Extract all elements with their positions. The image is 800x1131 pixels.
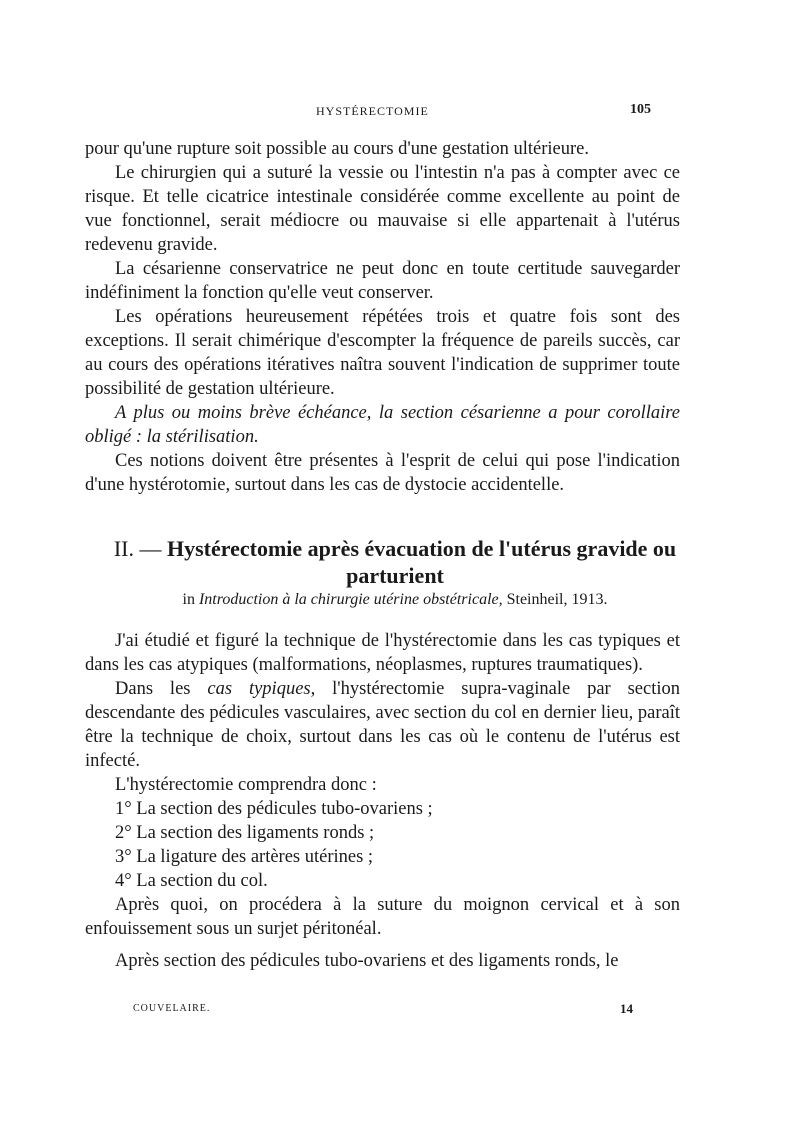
paragraph: Le chirurgien qui a suturé la vessie ou l'intestin n'a pas à compter avec ce risque. Et telle cicatrice intestinale considérée comme excellente au point de vue fonctionnel, serait médiocre ou mauvaise si elle appartenait à l'utérus redevenu gravide. <box>85 163 680 255</box>
paragraph: Après section des pédicules tubo-ovariens et des ligaments ronds, le <box>115 951 619 971</box>
footer-author: COUVELAIRE. <box>133 1003 211 1014</box>
list-item: 2° La section des ligaments ronds ; <box>115 823 375 843</box>
page-footer <box>0 1001 800 1021</box>
paragraph: Ces notions doivent être présentes à l'esprit de celui qui pose l'indication d'une hystérotomie, surtout dans les cas de dystocie accidentelle. <box>85 451 680 495</box>
page-number: 105 <box>630 102 651 117</box>
list-item: 4° La section du col. <box>115 871 268 891</box>
paragraph <box>85 677 680 773</box>
section-number: II. — <box>113 536 162 561</box>
paragraph: J'ai étudié et figuré la technique de l'hystérectomie dans les cas typiques et dans les cas atypiques (malformations, néoplasmes, ruptures traumatiques). <box>85 631 680 675</box>
list-item: 1° La section des pédicules tubo-ovariens ; <box>115 799 433 819</box>
paragraph: Les opérations heureusement répétées trois et quatre fois sont des exceptions. Il serait chimérique d'escompter la fréquence de pareils succès, car au cours des opérations itératives naîtra souvent l'indication de supprimer toute possibilité de gestation ultérieure. <box>85 307 680 399</box>
section-heading <box>85 535 705 589</box>
list-item: 3° La ligature des artères utérines ; <box>115 847 374 867</box>
body-text-top <box>85 137 680 497</box>
italic-term: cas typiques, <box>207 679 316 699</box>
signature-mark: 14 <box>620 1001 633 1016</box>
reference-publisher: Steinheil, 1913. <box>506 591 608 608</box>
paragraph: La césarienne conservatrice ne peut donc en toute certitude sauvegarder indéfiniment la fonction qu'elle veut conserver. <box>85 259 680 303</box>
reference-prefix: in <box>182 591 195 608</box>
paragraph-lead: Dans les <box>115 679 191 699</box>
section-title: Hystérectomie après évacuation de l'utérus gravide ou parturient <box>166 536 677 588</box>
running-title: HYSTÉRECTOMIE <box>316 104 429 118</box>
paragraph-rest: l'hystérectomie supra-vaginale par section descendante des pédicules vasculaires, avec section du col en dernier lieu, paraît être la technique de choix, surtout dans les cas où le contenu de l'utérus est infecté. <box>85 679 681 771</box>
running-head <box>0 102 800 124</box>
body-text-bottom <box>85 629 680 973</box>
paragraph: pour qu'une rupture soit possible au cours d'une gestation ultérieure. <box>85 139 589 159</box>
section-reference <box>85 590 705 610</box>
paragraph: L'hystérectomie comprendra donc : <box>115 775 377 795</box>
paragraph: Après quoi, on procédera à la suture du moignon cervical et à son enfouissement sous un surjet péritonéal. <box>85 895 680 939</box>
reference-title: Introduction à la chirurgie utérine obstétricale, <box>198 591 503 608</box>
italic-paragraph: A plus ou moins brève échéance, la section césarienne a pour corollaire obligé : la stérilisation. <box>85 403 680 447</box>
